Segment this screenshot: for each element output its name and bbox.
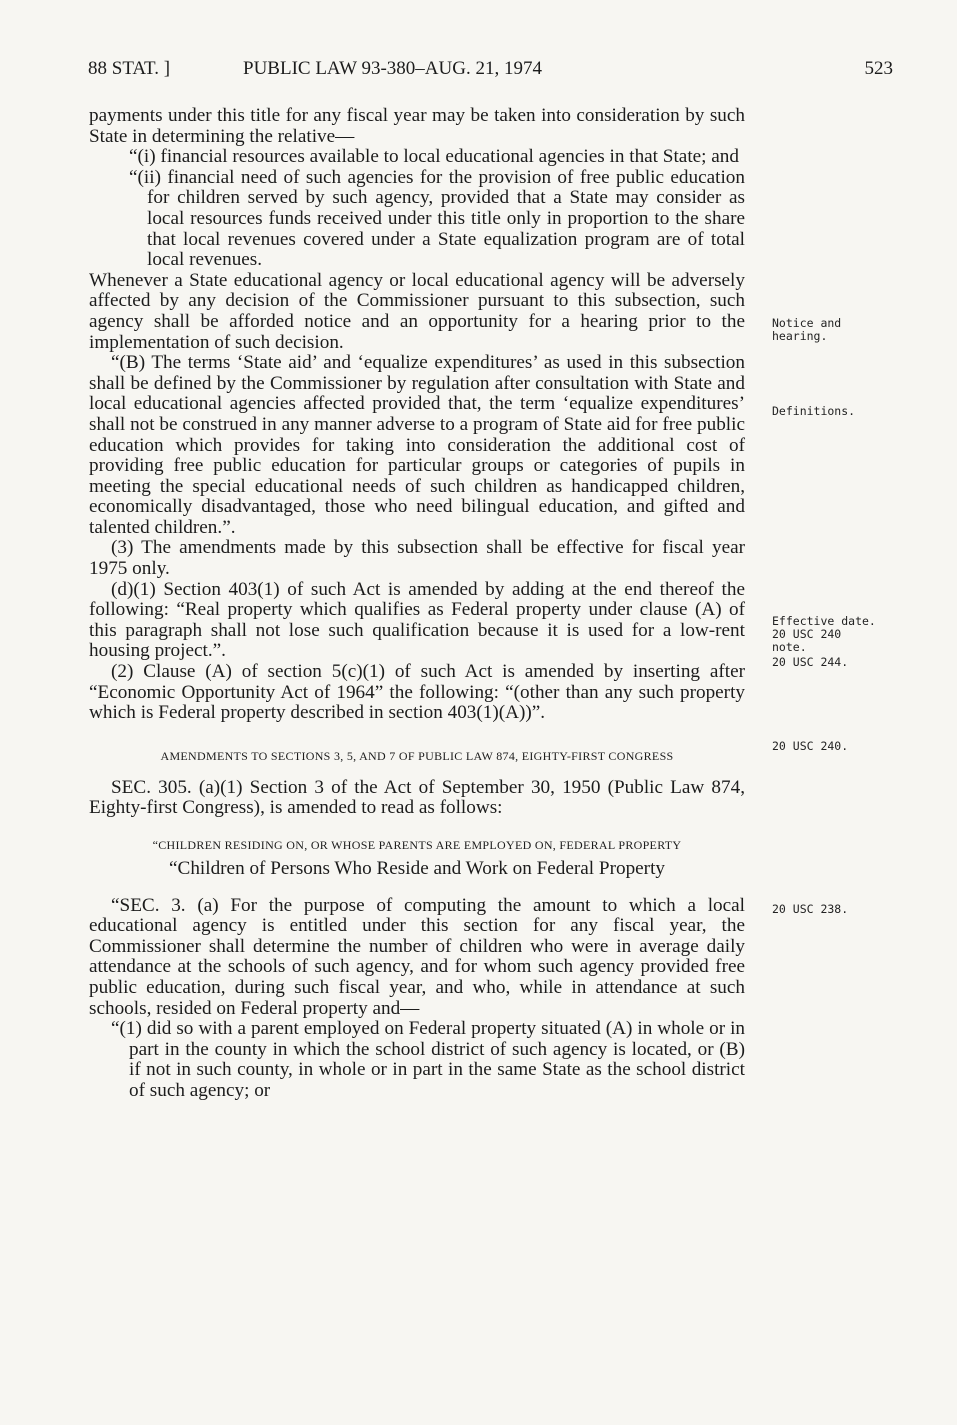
page-number: 523	[864, 58, 893, 79]
clause-1: “(1) did so with a parent employed on Federal property situated (A) in whole or in part in the county in which the school district of such agency is located, or (B) if not in such county, in whole or in part in the same State as the school district of such agency; or	[111, 1018, 745, 1101]
paragraph: “SEC. 3. (a) For the purpose of computing the amount to which a local educational agency is entitled under this section for any fiscal year, the Commissioner shall determine the number of children who were in average daily attendance at the schools of such agency, and for whom such agency provided free public education, during such fiscal year, and who, while in attendance at such schools, resided on Federal property and—	[89, 894, 745, 1019]
paragraph: “(B) The terms ‘State aid’ and ‘equalize expenditures’ as used in this subsection shall be defined by the Commissioner by regulation after consultation with State and local educational agencies affected provided that, the term ‘equalize expenditures’ shall not be construed in any manner adverse to a program of State aid for free public education which provides for taking into consideration the additional cost of providing free public education for particular groups or categories of pupils in meeting the special educational needs of such children as handicapped children, economically disadvantaged, those who need bilingual education, and gifted and talented children.”.	[89, 352, 745, 538]
section-heading: “CHILDREN RESIDING ON, OR WHOSE PARENTS ARE EMPLOYED ON, FEDERAL PROPERTY	[152, 838, 682, 852]
running-header	[88, 58, 893, 84]
margin-note: 20 USC 244.	[772, 655, 849, 669]
clause-i: “(i) financial resources available to local educational agencies in that State; and	[129, 146, 739, 168]
body-text	[89, 106, 745, 1102]
paragraph: (2) Clause (A) of section 5(c)(1) of such Act is amended by inserting after “Economic Opportunity Act of 1964” the following: “(other than any such property which is Federal property described in section 403(1)(A))”.	[89, 661, 745, 724]
margin-note-line: 20 USC 240 note.	[772, 627, 842, 654]
margin-note	[772, 615, 882, 654]
margin-note-line: Effective date.	[772, 614, 876, 628]
paragraph: (d)(1) Section 403(1) of such Act is amended by adding at the end thereof the following: “Real property which qualifies as Federal property under clause (A) of this paragraph shall not lose such qualification because it is used for a low-rent housing project.”.	[89, 578, 745, 662]
paragraph: Whenever a State educational agency or local educational agency will be adversely affected by any decision of the Commissioner pursuant to this subsection, such agency shall be afforded notice and an opportunity for a hearing prior to the implementation of such decision.	[89, 269, 745, 353]
statute-reference: 88 STAT. ]	[88, 58, 171, 79]
paragraph: (3) The amendments made by this subsection shall be effective for fiscal year 1975 only.	[89, 537, 745, 580]
clause-ii: “(ii) financial need of such agencies for the provision of free public education for children served by such agency, provided that a State may consider as local resources funds received under this title only in proportion to the share that local revenues covered under a State equalization program are of total local revenues.	[129, 166, 745, 271]
margin-note: Definitions.	[772, 404, 856, 418]
paragraph: payments under this title for any fiscal year may be taken into consideration by such State in determining the relative—	[89, 105, 745, 147]
law-title: PUBLIC LAW 93-380–AUG. 21, 1974	[243, 58, 542, 79]
margin-note: 20 USC 238.	[772, 902, 849, 916]
subtitle: “Children of Persons Who Reside and Work on Federal Property	[169, 858, 665, 879]
margin-note: 20 USC 240.	[772, 739, 849, 753]
section-heading: AMENDMENTS TO SECTIONS 3, 5, AND 7 OF PUBLIC LAW 874, EIGHTY-FIRST CONGRESS	[160, 748, 674, 763]
paragraph: SEC. 305. (a)(1) Section 3 of the Act of September 30, 1950 (Public Law 874, Eighty-first Congress), is amended to read as follows:	[89, 776, 745, 819]
margin-note: Notice and hearing.	[772, 316, 842, 343]
